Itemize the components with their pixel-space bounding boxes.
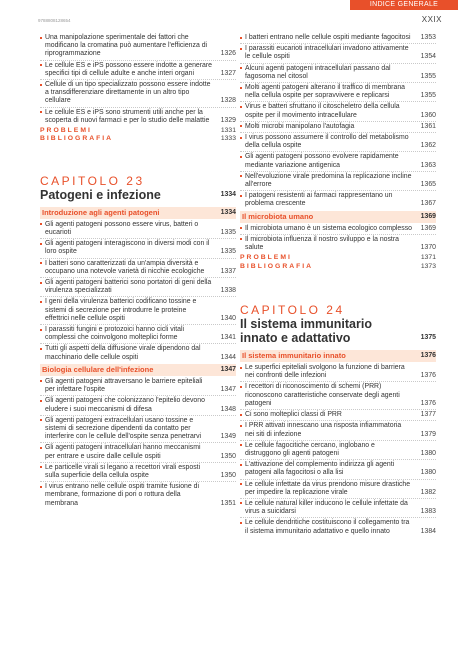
toc-list-right-pre: [240, 34, 436, 209]
toc-entry-title: I PRR attivati innescano una risposta infiammatoria nei siti di infezione: [240, 422, 412, 438]
section-page: 1376: [420, 352, 436, 360]
chapter-page: 1375: [420, 334, 436, 342]
toc-entry-page: 1384: [420, 527, 436, 535]
problemi-page: 1331: [220, 127, 236, 135]
toc-entry-title: Molti agenti patogeni alterano il traffico di membrana nella cellula ospite per sopravvivere e replicarsi: [240, 84, 412, 100]
section-title: Introduzione agli agenti patogeni: [42, 207, 160, 217]
toc-entry-title: Molti microbi manipolano l'autofagia: [240, 123, 412, 131]
toc-entry[interactable]: [40, 60, 236, 78]
toc-entry[interactable]: [240, 34, 436, 42]
toc-entry-title: Ci sono molteplici classi di PRR: [240, 411, 412, 419]
toc-entry[interactable]: [240, 43, 436, 61]
toc-entry-page: 1337: [220, 267, 236, 275]
toc-entry-page: 1326: [220, 50, 236, 58]
toc-entry-page: 1363: [420, 161, 436, 169]
toc-entry-title: Le cellule infettate da virus prendono misure drastiche per impedire la replicazione virale: [240, 481, 412, 497]
toc-entry-page: 1335: [220, 248, 236, 256]
section-title: Il sistema immunitario innato: [242, 351, 346, 361]
toc-entry-title: Le superfici epiteliali svolgono la funzione di barriera nei confronti delle infezioni: [240, 364, 412, 380]
toc-entry-title: Gli agenti patogeni batterici sono portatori di geni della virulenza specializzati: [40, 279, 212, 295]
toc-entry[interactable]: [40, 462, 236, 480]
toc-entry[interactable]: [240, 364, 436, 380]
toc-entry-title: Gli agenti patogeni che colonizzano l'epitelio devono eludere i suoi meccanismi di difesa: [40, 397, 212, 413]
toc-entry[interactable]: [40, 221, 236, 237]
toc-entry[interactable]: [240, 479, 436, 497]
toc-list-sec1: [40, 221, 236, 362]
toc-entry[interactable]: [240, 190, 436, 208]
toc-entry-title: Nell'evoluzione virale predomina la replicazione incline all'errore: [240, 173, 412, 189]
toc-entry-page: 1351: [220, 499, 236, 507]
toc-entry[interactable]: [40, 107, 236, 125]
toc-entry-title: Una manipolazione sperimentale dei fattori che modificano la cromatina può aumentare l'efficienza di riprogrammazione: [40, 34, 212, 59]
toc-entry-title: I geni della virulenza batterici codificano tossine e sistemi di secrezione per introdurre le proteine effettrici nelle cellule ospiti: [40, 298, 212, 323]
problemi-label: PROBLEMI: [40, 127, 92, 135]
toc-entry-page: 1349: [220, 433, 236, 441]
toc-entry[interactable]: [240, 381, 436, 408]
toc-entry-page: 1335: [220, 229, 236, 237]
bibliografia-page: 1333: [220, 135, 236, 143]
toc-entry-title: Tutti gli aspetti della diffusione virale dipendono dal macchinario delle cellule ospiti: [40, 345, 212, 361]
toc-entry[interactable]: [240, 420, 436, 438]
toc-entry-page: 1350: [220, 452, 236, 460]
toc-entry[interactable]: [40, 238, 236, 256]
toc-entry-title: Le cellule fagocitiche cercano, inglobano e distruggono gli agenti patogeni: [240, 442, 412, 458]
section-page: 1334: [220, 208, 236, 216]
section-page: 1347: [220, 365, 236, 373]
toc-entry-title: I virus possono assumere il controllo del metabolismo della cellula ospite: [240, 134, 412, 150]
toc-entry-page: 1370: [420, 244, 436, 252]
section-page: 1369: [420, 212, 436, 220]
toc-list-sec2: [40, 378, 236, 508]
toc-entry[interactable]: [240, 171, 436, 189]
toc-entry-page: 1379: [420, 430, 436, 438]
toc-entry-title: Il microbiota influenza il nostro sviluppo e la nostra salute: [240, 236, 412, 252]
toc-entry-title: L'attivazione del complemento indirizza gli agenti patogeni alla fagocitosi o alla lisi: [240, 461, 412, 477]
toc-entry[interactable]: [240, 101, 436, 119]
toc-entry-page: 1327: [220, 69, 236, 77]
page-number: XXIX: [421, 15, 442, 24]
section-heading[interactable]: [40, 207, 236, 219]
toc-entry-page: 1341: [220, 334, 236, 342]
toc-entry[interactable]: [240, 498, 436, 516]
problemi-row[interactable]: [240, 254, 436, 262]
bibliografia-row[interactable]: [40, 135, 236, 143]
toc-entry[interactable]: [240, 517, 436, 535]
toc-entry-page: 1380: [420, 469, 436, 477]
toc-entry-page: 1380: [420, 449, 436, 457]
toc-entry[interactable]: [240, 63, 436, 81]
toc-entry-title: Cellule di un tipo specializzato possono essere indotte a transdifferenziare direttamente in un altro tipo cellulare: [40, 81, 212, 106]
toc-entry-title: Le cellule ES e iPS possono essere indotte a generare specifici tipi di cellule adulte e anche interi organi: [40, 62, 212, 78]
toc-entry-title: Le cellule natural killer inducono le cellule infettate da virus a suicidarsi: [240, 500, 412, 516]
chapter-page: 1334: [220, 190, 236, 198]
toc-entry-page: 1344: [220, 353, 236, 361]
toc-entry-page: 1383: [420, 508, 436, 516]
chapter-number: CAPITOLO 23: [40, 173, 145, 188]
toc-entry-title: Alcuni agenti patogeni intracellulari passano dal fagosoma nel citosol: [240, 65, 412, 81]
toc-entry-title: I parassiti eucarioti intracellulari invadono attivamente le cellule ospiti: [240, 45, 412, 61]
section-title: Biologia cellulare dell'infezione: [42, 364, 154, 374]
section-heading[interactable]: [240, 211, 436, 223]
toc-entry-page: 1355: [420, 92, 436, 100]
toc-entry[interactable]: [40, 481, 236, 508]
toc-entry-page: 1361: [420, 122, 436, 130]
toc-entry[interactable]: [40, 343, 236, 361]
chapter-title: Patogeni e infezione: [40, 187, 161, 202]
toc-entry-page: 1354: [420, 53, 436, 61]
toc-entry-title: I parassiti fungini e protozoici hanno cicli vitali complessi che coinvolgono molteplici forme: [40, 326, 212, 342]
toc-list-left-pre: [40, 34, 236, 125]
toc-entry-title: Il microbiota umano è un sistema ecologico complesso: [240, 225, 412, 233]
toc-entry-page: 1369: [420, 224, 436, 232]
toc-entry[interactable]: [240, 151, 436, 169]
toc-entry-page: 1355: [420, 72, 436, 80]
toc-entry-page: 1362: [420, 142, 436, 150]
toc-entry-title: I recettori di riconoscimento di schemi (PRR) riconoscono caratteristiche conservate degli agenti patogeni: [240, 383, 412, 408]
toc-list-sec3: [240, 225, 436, 253]
bibliografia-label: BIBLIOGRAFIA: [40, 135, 114, 143]
toc-entry-title: I virus entrano nelle cellule ospiti tramite fusione di membrane, formazione di pori o rottura della membrana: [40, 483, 212, 508]
toc-entry-title: I batteri entrano nelle cellule ospiti mediante fagocitosi: [240, 34, 412, 42]
toc-entry-title: I patogeni resistenti ai farmaci rappresentano un problema crescente: [240, 192, 412, 208]
toc-entry-page: 1367: [420, 200, 436, 208]
bibliografia-row[interactable]: [240, 263, 436, 271]
toc-entry-page: 1328: [220, 97, 236, 105]
chapter-title-row[interactable]: [240, 317, 436, 345]
toc-entry-page: 1365: [420, 181, 436, 189]
toc-entry-page: 1376: [420, 399, 436, 407]
right-column: [240, 34, 436, 536]
toc-list-sec4: [240, 364, 436, 536]
toc-entry-title: Le particelle virali si legano a recettori virali esposti sulla superficie della cellula ospite: [40, 464, 212, 480]
problemi-page: 1371: [420, 254, 436, 262]
toc-entry-page: 1329: [220, 116, 236, 124]
toc-entry[interactable]: [40, 442, 236, 460]
problemi-row[interactable]: [40, 127, 236, 135]
running-header: INDICE GENERALE: [369, 1, 439, 8]
toc-entry[interactable]: [240, 121, 436, 131]
section-heading[interactable]: [40, 364, 236, 376]
problemi-label: PROBLEMI: [240, 254, 292, 262]
bibliografia-page: 1373: [420, 262, 436, 270]
bibliografia-label: BIBLIOGRAFIA: [240, 262, 314, 270]
toc-entry-title: Gli agenti patogeni possono evolvere rapidamente mediante variazione antigenica: [240, 153, 412, 169]
toc-entry[interactable]: [240, 409, 436, 419]
toc-entry-title: Le cellule dendritiche costituiscono il collegamento tra il sistema immunitario adattativo e quello innato: [240, 519, 412, 535]
toc-entry-page: 1338: [220, 287, 236, 295]
toc-entry[interactable]: [240, 440, 436, 458]
toc-entry[interactable]: [240, 459, 436, 477]
toc-entry-title: Virus e batteri sfruttano il citoscheletro della cellula ospite per il movimento intracellulare: [240, 103, 412, 119]
toc-entry-page: 1347: [220, 386, 236, 394]
toc-entry-page: 1360: [420, 111, 436, 119]
toc-entry[interactable]: [40, 277, 236, 295]
toc-entry[interactable]: [240, 132, 436, 150]
toc-entry[interactable]: [40, 79, 236, 106]
toc-entry-title: Gli agenti patogeni attraversano le barriere epiteliali per infettare l'ospite: [40, 378, 212, 394]
left-column: [40, 34, 236, 508]
section-title: Il microbiota umano: [242, 211, 314, 221]
toc-entry-page: 1376: [420, 372, 436, 380]
chapter-title-row[interactable]: [40, 188, 236, 202]
isbn-text: 9788808128654: [38, 18, 71, 23]
toc-entry-page: 1377: [420, 411, 436, 419]
toc-entry-title: I batteri sono caratterizzati da un'ampia diversità e occupano una notevole varietà di nicchie ecologiche: [40, 260, 212, 276]
toc-entry[interactable]: [40, 415, 236, 442]
toc-entry[interactable]: [40, 258, 236, 276]
toc-entry-title: Gli agenti patogeni interagiscono in diversi modi con il loro ospite: [40, 240, 212, 256]
toc-entry[interactable]: [40, 34, 236, 59]
toc-entry-page: 1340: [220, 314, 236, 322]
toc-entry[interactable]: [240, 82, 436, 100]
toc-entry[interactable]: [40, 395, 236, 413]
chapter-title: Il sistema immunitario innato e adattativo: [240, 317, 372, 346]
toc-entry-page: 1353: [420, 34, 436, 41]
toc-entry-title: Le cellule ES e iPS sono strumenti utili anche per la scoperta di nuovi farmaci e per lo studio delle malattie: [40, 109, 212, 125]
toc-entry-page: 1348: [220, 405, 236, 413]
toc-entry[interactable]: [240, 225, 436, 233]
toc-entry-page: 1350: [220, 471, 236, 479]
toc-entry[interactable]: [40, 296, 236, 323]
section-heading[interactable]: [240, 350, 436, 362]
toc-entry-page: 1382: [420, 488, 436, 496]
toc-entry-title: Gli agenti patogeni extracellulari usano tossine e sistemi di secrezione dipendenti da contatto per interferire con le cellule dell'ospite senza penetrarvi: [40, 417, 212, 442]
toc-entry[interactable]: [40, 378, 236, 394]
toc-entry-title: Gli agenti patogeni intracellulari hanno meccanismi per entrare e uscire dalle cellule ospiti: [40, 444, 212, 460]
chapter-number: CAPITOLO 24: [240, 303, 345, 318]
toc-entry[interactable]: [240, 234, 436, 252]
toc-entry[interactable]: [40, 324, 236, 342]
toc-entry-title: Gli agenti patogeni possono essere virus, batteri o eucarioti: [40, 221, 212, 237]
